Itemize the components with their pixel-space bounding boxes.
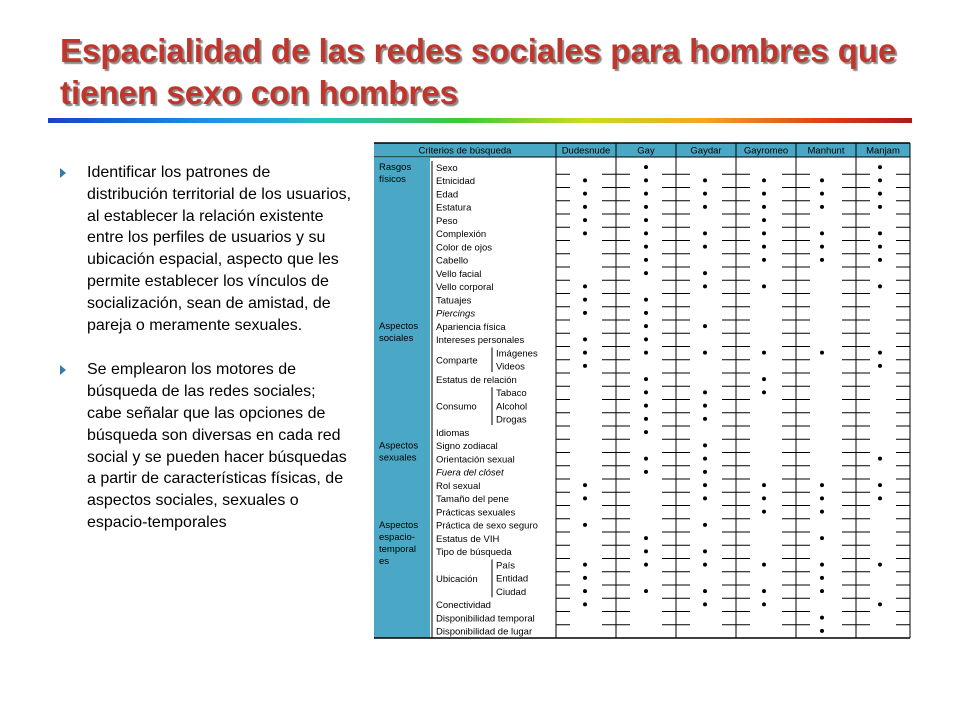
cell-mark-dot xyxy=(820,231,824,235)
cell-mark-dot xyxy=(703,245,707,249)
cell-mark-dot xyxy=(703,563,707,567)
cell-mark-dot xyxy=(703,549,707,553)
cell-mark-dot xyxy=(583,589,587,593)
category-label: es xyxy=(379,555,390,567)
row-label: Color de ojos xyxy=(436,242,492,254)
row-label: Cabello xyxy=(436,255,469,267)
row-label: Peso xyxy=(436,215,458,227)
cell-mark-dot xyxy=(644,404,648,408)
row-label: Práctica de sexo seguro xyxy=(436,520,538,532)
cell-mark-dot xyxy=(762,589,766,593)
cell-mark-dot xyxy=(644,271,648,275)
cell-mark-dot xyxy=(762,205,766,209)
cell-mark-dot xyxy=(703,284,707,288)
table-column-header: Dudesnude xyxy=(561,145,611,157)
category-label: Aspectos xyxy=(379,321,419,332)
cell-mark-dot xyxy=(583,576,587,580)
cell-mark-dot xyxy=(762,218,766,222)
cell-mark-dot xyxy=(878,231,882,235)
cell-mark-dot xyxy=(878,364,882,368)
cell-mark-dot xyxy=(762,192,766,196)
cell-mark-dot xyxy=(644,258,648,262)
row-label: Edad xyxy=(436,189,459,201)
cell-mark-dot xyxy=(583,218,587,222)
cell-mark-dot xyxy=(644,324,648,328)
cell-mark-dot xyxy=(703,205,707,209)
cell-mark-dot xyxy=(644,377,648,381)
cell-mark-dot xyxy=(644,457,648,461)
cell-mark-dot xyxy=(820,258,824,262)
cell-mark-dot xyxy=(703,192,707,196)
cell-mark-dot xyxy=(644,165,648,169)
row-label: Ciudad xyxy=(496,586,527,598)
cell-mark-dot xyxy=(878,245,882,249)
cell-mark-dot xyxy=(820,351,824,355)
row-label: Tipo de búsqueda xyxy=(436,547,512,558)
cell-mark-dot xyxy=(762,602,766,606)
cell-mark-dot xyxy=(583,178,587,182)
cell-mark-dot xyxy=(583,563,587,567)
subgroup-label: Ubicación xyxy=(436,573,478,585)
row-label: Vello facial xyxy=(436,268,482,280)
cell-mark-dot xyxy=(644,245,648,249)
row-label: Complexión xyxy=(436,229,487,240)
cell-mark-dot xyxy=(878,284,882,288)
cell-mark-dot xyxy=(583,337,587,341)
category-label: espacio- xyxy=(379,531,415,543)
cell-mark-dot xyxy=(644,430,648,434)
bullet-text: Se emplearon los motores de búsqueda de las redes sociales; cabe señalar que las opciones de búsqueda son diversas en cada red social y se pueden hacer búsquedas a partir de características físicas, de aspectos sociales, sexuales o espacio-temporales xyxy=(87,361,347,531)
row-label: Tabaco xyxy=(496,388,527,399)
table-column-header: Gay xyxy=(637,145,655,157)
cell-mark-dot xyxy=(583,192,587,196)
row-label: Fuera del clóset xyxy=(436,467,504,479)
cell-mark-dot xyxy=(583,298,587,302)
cell-mark-dot xyxy=(703,523,707,527)
table-column-header: Manjam xyxy=(866,145,900,157)
cell-mark-dot xyxy=(820,245,824,249)
cell-mark-dot xyxy=(878,351,882,355)
row-label: Alcohol xyxy=(496,401,528,413)
row-label: Vello corporal xyxy=(436,282,494,293)
cell-mark-dot xyxy=(820,496,824,500)
cell-mark-dot xyxy=(820,483,824,487)
row-label: Drogas xyxy=(496,414,527,426)
cell-mark-dot xyxy=(878,563,882,567)
cell-mark-dot xyxy=(703,602,707,606)
row-label: Disponibilidad temporal xyxy=(436,613,535,625)
row-label: Prácticas sexuales xyxy=(436,507,516,519)
cell-mark-dot xyxy=(762,510,766,514)
cell-mark-dot xyxy=(762,390,766,394)
cell-mark-dot xyxy=(583,602,587,606)
row-label: Piercings xyxy=(436,308,476,320)
row-label: Tamaño del pene xyxy=(436,494,509,505)
cell-mark-dot xyxy=(583,231,587,235)
cell-mark-dot xyxy=(703,271,707,275)
cell-mark-dot xyxy=(820,576,824,580)
cell-mark-dot xyxy=(820,616,824,620)
row-label: Idiomas xyxy=(436,427,470,439)
row-label: Apariencia física xyxy=(436,321,506,333)
cell-mark-dot xyxy=(644,417,648,421)
cell-mark-dot xyxy=(703,470,707,474)
subgroup-label: Comparte xyxy=(436,355,478,367)
row-label: Rol sexual xyxy=(436,480,481,492)
cell-mark-dot xyxy=(878,258,882,262)
subgroup-label: Consumo xyxy=(436,401,477,413)
cell-mark-dot xyxy=(703,496,707,500)
cell-mark-dot xyxy=(703,324,707,328)
cell-mark-dot xyxy=(703,351,707,355)
cell-mark-dot xyxy=(820,510,824,514)
category-label: sexuales xyxy=(379,452,417,464)
cell-mark-dot xyxy=(820,589,824,593)
row-label: Disponibilidad de lugar xyxy=(436,626,533,638)
cell-mark-dot xyxy=(878,602,882,606)
cell-mark-dot xyxy=(644,549,648,553)
bullet-text: Identificar los patrones de distribución territorial de los usuarios, al establecer la relación existente entre los perfiles de usuarios y su ubicación espacial, aspecto que les permite establecer los vínculos de socialización, sean de amistad, de pareja o meramente sexuales. xyxy=(87,164,352,334)
cell-mark-dot xyxy=(644,218,648,222)
cell-mark-dot xyxy=(703,178,707,182)
cell-mark-dot xyxy=(583,205,587,209)
cell-mark-dot xyxy=(762,483,766,487)
category-label: sociales xyxy=(379,333,414,344)
table-column-header: Gaydar xyxy=(690,145,722,157)
cell-mark-dot xyxy=(583,351,587,355)
cell-mark-dot xyxy=(644,192,648,196)
cell-mark-dot xyxy=(762,496,766,500)
cell-mark-dot xyxy=(762,563,766,567)
cell-mark-dot xyxy=(820,536,824,540)
cell-mark-dot xyxy=(583,496,587,500)
cell-mark-dot xyxy=(762,351,766,355)
cell-mark-dot xyxy=(644,205,648,209)
cell-mark-dot xyxy=(878,192,882,196)
cell-mark-dot xyxy=(703,443,707,447)
cell-mark-dot xyxy=(820,629,824,633)
cell-mark-dot xyxy=(703,589,707,593)
row-label: Sexo xyxy=(436,162,458,174)
cell-mark-dot xyxy=(583,523,587,527)
cell-mark-dot xyxy=(762,245,766,249)
row-label: Signo zodiacal xyxy=(436,441,498,452)
cell-mark-dot xyxy=(644,311,648,315)
row-label: Estatura xyxy=(436,202,472,214)
row-label: Intereses personales xyxy=(436,335,525,346)
row-label: Tatuajes xyxy=(436,295,472,307)
row-label: Entidad xyxy=(496,573,529,585)
slide-title: Espacialidad de las redes sociales para hombres que tienen sexo con hombres xyxy=(60,32,897,111)
cell-mark-dot xyxy=(878,496,882,500)
cell-mark-dot xyxy=(762,231,766,235)
cell-mark-dot xyxy=(820,205,824,209)
row-label: Conectividad xyxy=(436,600,491,611)
row-label: Orientación sexual xyxy=(436,454,515,466)
row-label: Imágenes xyxy=(496,348,538,360)
cell-mark-dot xyxy=(878,165,882,169)
cell-mark-dot xyxy=(820,178,824,182)
cell-mark-dot xyxy=(644,563,648,567)
cell-mark-dot xyxy=(644,298,648,302)
row-label: Videos xyxy=(496,361,525,373)
cell-mark-dot xyxy=(878,178,882,182)
cell-mark-dot xyxy=(644,178,648,182)
cell-mark-dot xyxy=(644,470,648,474)
cell-mark-dot xyxy=(583,483,587,487)
table-column-header: Manhunt xyxy=(807,145,845,157)
cell-mark-dot xyxy=(644,231,648,235)
category-label: Aspectos xyxy=(379,440,419,452)
category-label: temporal xyxy=(379,543,416,555)
cell-mark-dot xyxy=(583,364,587,368)
cell-mark-dot xyxy=(583,284,587,288)
category-label: Rasgos xyxy=(379,162,412,173)
cell-mark-dot xyxy=(703,457,707,461)
cell-mark-dot xyxy=(644,351,648,355)
cell-mark-dot xyxy=(762,377,766,381)
cell-mark-dot xyxy=(703,231,707,235)
cell-mark-dot xyxy=(878,457,882,461)
cell-mark-dot xyxy=(762,284,766,288)
table-column-header: Gayromeo xyxy=(743,145,789,157)
cell-mark-dot xyxy=(762,258,766,262)
cell-mark-dot xyxy=(762,178,766,182)
cell-mark-dot xyxy=(644,337,648,341)
cell-mark-dot xyxy=(703,390,707,394)
cell-mark-dot xyxy=(820,192,824,196)
cell-mark-dot xyxy=(820,563,824,567)
cell-mark-dot xyxy=(644,390,648,394)
category-label: físicos xyxy=(379,174,406,185)
category-label: Aspectos xyxy=(379,519,419,531)
cell-mark-dot xyxy=(703,404,707,408)
row-label: País xyxy=(496,560,516,572)
cell-mark-dot xyxy=(644,536,648,540)
cell-mark-dot xyxy=(644,589,648,593)
cell-mark-dot xyxy=(703,483,707,487)
cell-mark-dot xyxy=(703,417,707,421)
row-label: Estatus de relación xyxy=(436,374,517,386)
cell-mark-dot xyxy=(583,311,587,315)
table-header-label: Criterios de búsqueda xyxy=(418,145,512,157)
row-label: Estatus de VIH xyxy=(436,533,500,545)
cell-mark-dot xyxy=(878,483,882,487)
row-label: Etnicidad xyxy=(436,176,476,187)
cell-mark-dot xyxy=(878,205,882,209)
